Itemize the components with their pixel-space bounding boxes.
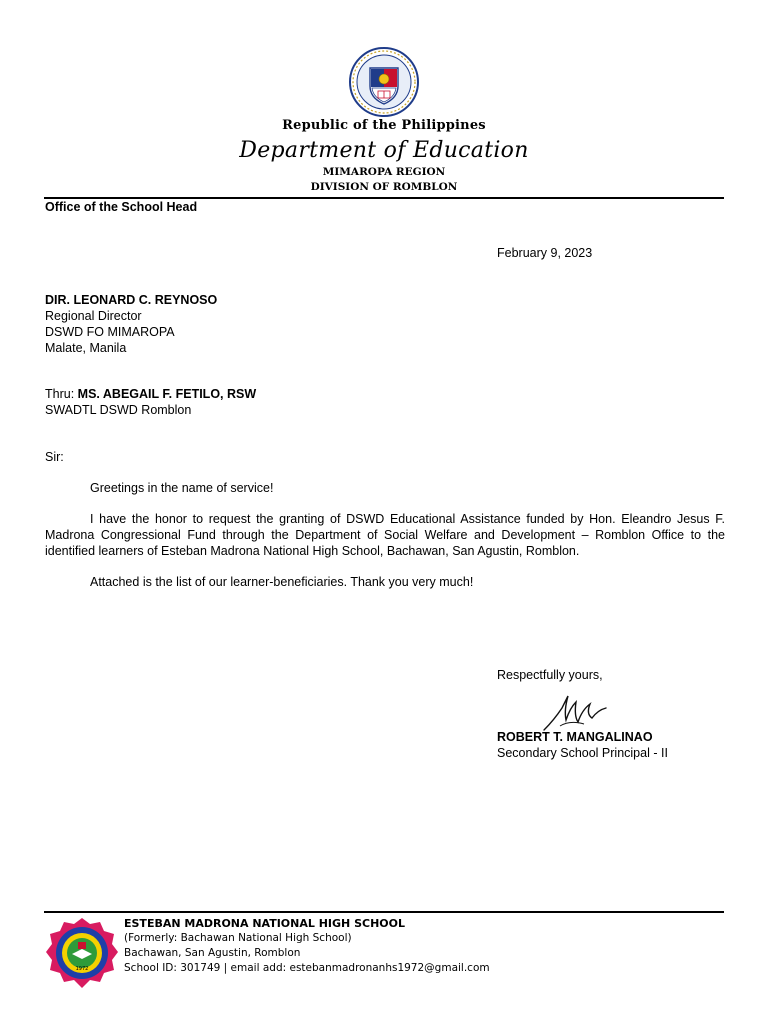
thru-block [45, 386, 256, 418]
closing: Respectfully yours, [497, 668, 603, 682]
recipient-org: DSWD FO MIMAROPA [45, 325, 175, 339]
thru-name: MS. ABEGAIL F. FETILO, RSW [77, 387, 257, 401]
signatory-block [497, 729, 668, 761]
letter-date: February 9, 2023 [497, 246, 593, 260]
school-contact: School ID: 301749 | email add: estebanmadronanhs1972@gmail.com [124, 962, 490, 974]
recipient-block [45, 292, 217, 356]
recipient-address: Malate, Manila [45, 341, 127, 355]
thru-title: SWADTL DSWD Romblon [45, 403, 192, 417]
office-label: Office of the School Head [45, 200, 198, 214]
deped-seal-icon [348, 46, 420, 118]
division-heading: DIVISION OF ROMBLON [310, 181, 458, 193]
thru-prefix: Thru: [45, 387, 75, 401]
signatory-title: Secondary School Principal - II [497, 746, 668, 760]
svg-text:1972: 1972 [75, 966, 89, 972]
republic-heading: Republic of the Philippines [282, 118, 486, 133]
recipient-name: DIR. LEONARD C. REYNOSO [45, 293, 218, 307]
region-heading: MIMAROPA REGION [322, 166, 446, 178]
school-address: Bachawan, San Agustin, Romblon [124, 947, 301, 959]
signatory-name: ROBERT T. MANGALINAO [497, 730, 653, 744]
paragraph-request: I have the honor to request the granting of DSWD Educational Assistance funded by Hon. Eleandro Jesus F. Madrona Congressional Fund through the Department of Social Welfare and Development – Romblon Office to the identified learners of Esteban Madrona National High School, Bachawan, San Agustin, Romblon. [45, 512, 725, 558]
department-heading: Department of Education [239, 138, 529, 163]
school-logo-icon [44, 916, 120, 992]
school-name: ESTEBAN MADRONA NATIONAL HIGH SCHOOL [124, 917, 405, 930]
paragraph-attachment: Attached is the list of our learner-beneficiaries. Thank you very much! [90, 575, 474, 589]
footer-divider [44, 911, 724, 913]
footer-block [124, 916, 490, 976]
paragraph-greeting: Greetings in the name of service! [90, 481, 274, 495]
recipient-title: Regional Director [45, 309, 142, 323]
header-divider [44, 197, 724, 199]
school-former-name: (Formerly: Bachawan National High School) [124, 932, 352, 944]
salutation: Sir: [45, 450, 64, 464]
